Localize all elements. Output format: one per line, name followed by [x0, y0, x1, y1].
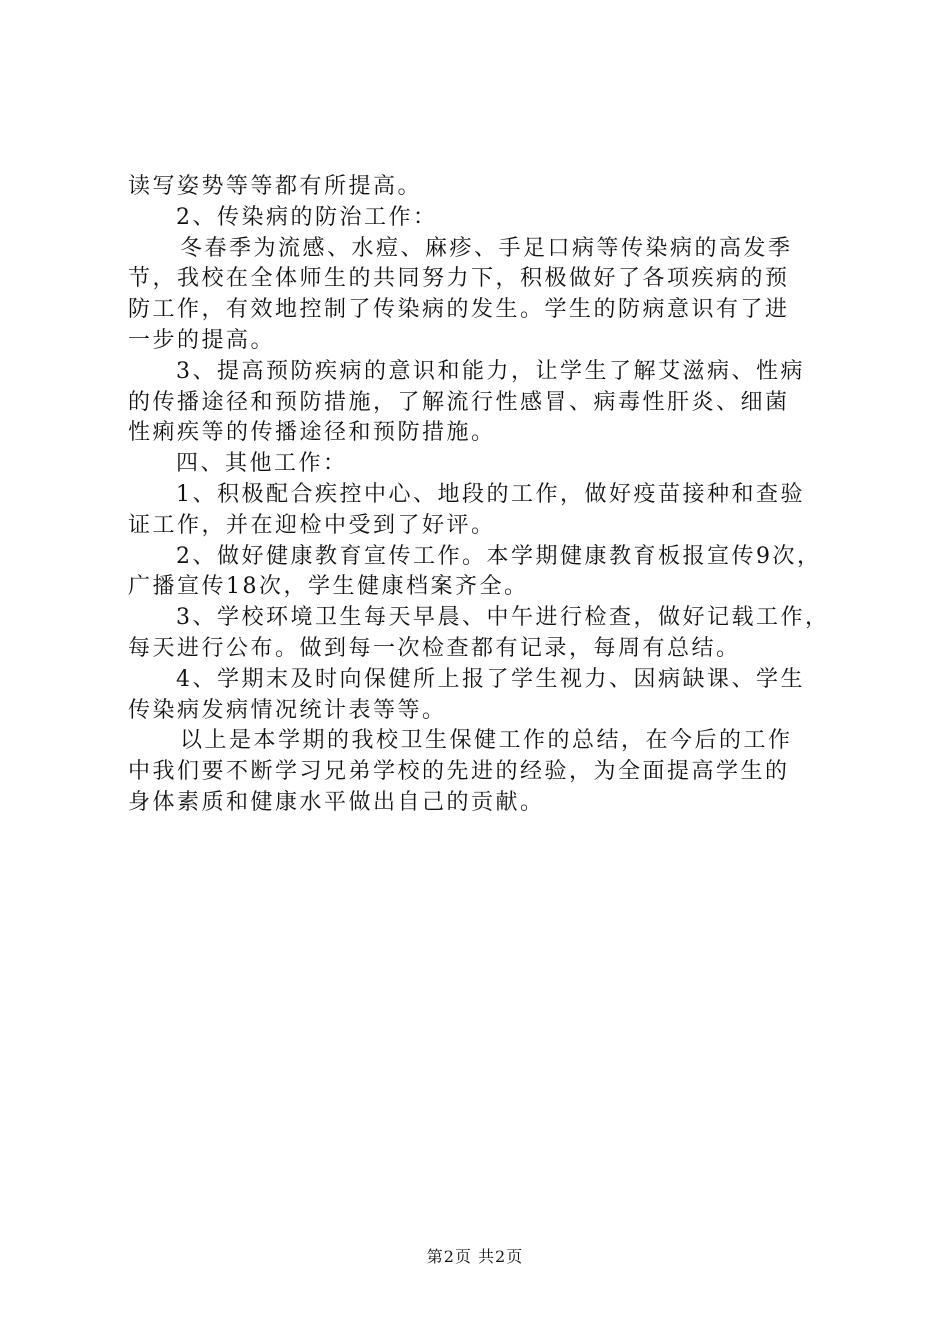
- text-line: 节，我校在全体师生的共同努力下，积极做好了各项疾病的预: [128, 266, 790, 292]
- section-heading: 3、提高预防疾病的意识和能力，让学生了解艾滋病、性病: [176, 358, 805, 384]
- text-line: 传染病发病情况统计表等等。: [128, 697, 447, 723]
- list-item: 2、做好健康教育宣传工作。本学期健康教育板报宣传9次，: [176, 543, 822, 569]
- text-line: 中我们要不断学习兄弟学校的先进的经验，为全面提高学生的: [128, 759, 790, 785]
- text-line: 读写姿势等等都有所提高。: [128, 174, 423, 199]
- text-line: 的传播途径和预防措施，了解流行性感冒、病毒性肝炎、细菌: [128, 389, 790, 415]
- text-line: 一步的提高。: [128, 327, 276, 353]
- text-line: 每天进行公布。做到每一次检查都有记录，每周有总结。: [128, 635, 741, 661]
- text-line: 证工作，并在迎检中受到了好评。: [128, 512, 496, 538]
- text-line: 广播宣传18次，学生健康档案齐全。: [128, 574, 529, 600]
- paragraph-start: 以上是本学期的我校卫生保健工作的总结，在今后的工作: [180, 728, 793, 754]
- page-number-footer: 第2页 共2页: [426, 1247, 524, 1266]
- list-item: 3、学校环境卫生每天早晨、中午进行检查，做好记载工作，: [176, 605, 830, 631]
- section-heading: 四、其他工作：: [176, 451, 348, 477]
- paragraph-start: 冬春季为流感、水痘、麻疹、手足口病等传染病的高发季: [180, 235, 793, 261]
- text-line: 防工作，有效地控制了传染病的发生。学生的防病意识有了进: [128, 297, 790, 323]
- text-line: 性痢疾等的传播途径和预防措施。: [128, 420, 496, 446]
- text-line: 身体素质和健康水平做出自己的贡献。: [128, 789, 545, 815]
- document-body: [128, 172, 834, 819]
- list-item: 4、学期末及时向保健所上报了学生视力、因病缺课、学生: [176, 666, 805, 692]
- section-heading: 2、传染病的防治工作：: [176, 204, 438, 230]
- list-item: 1、积极配合疾控中心、地段的工作，做好疫苗接种和查验: [176, 481, 805, 507]
